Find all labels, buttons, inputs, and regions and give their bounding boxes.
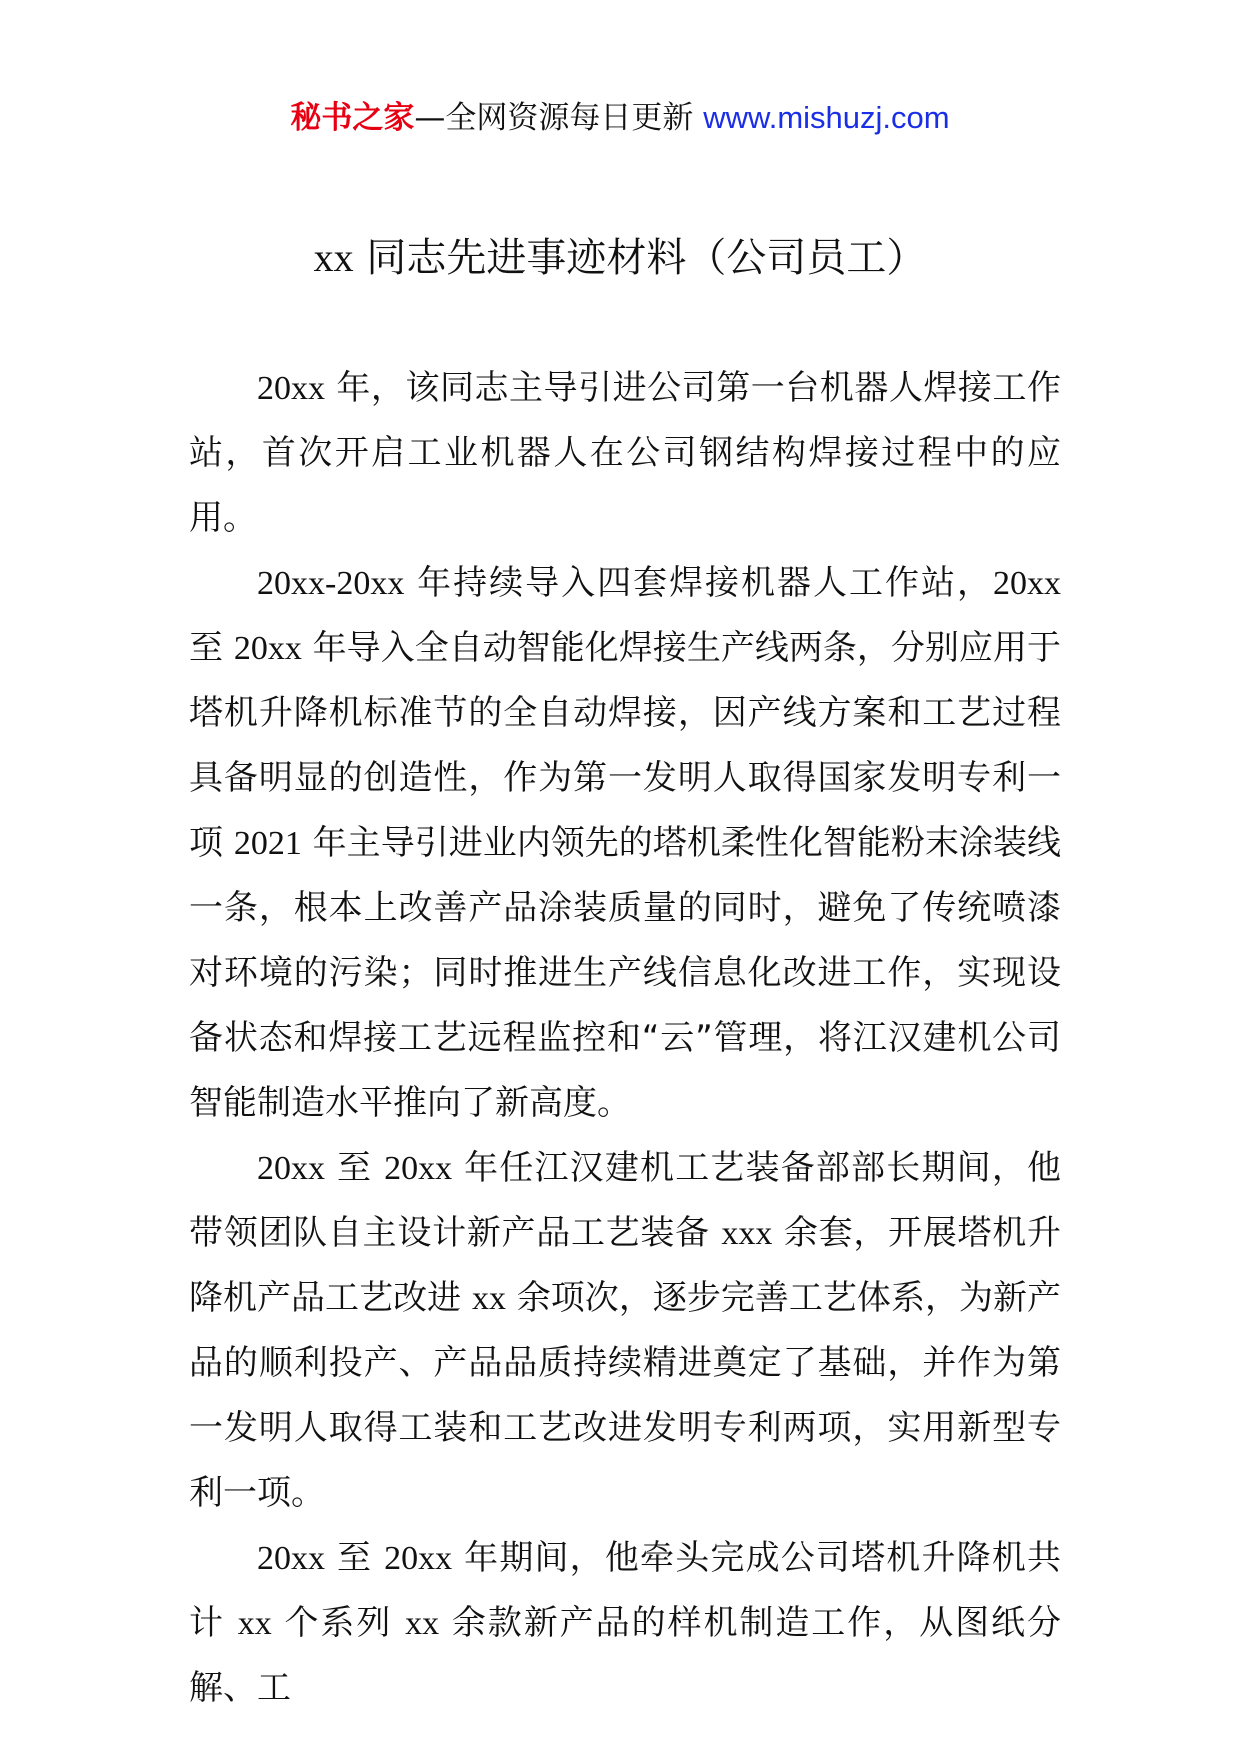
body-paragraph: 20xx 至 20xx 年任江汉建机工艺装备部部长期间，他带领团队自主设计新产品工艺装备 xxx 余套，开展塔机升降机产品工艺改进 xx 余项次，逐步完善工艺体系，为新产品的顺利投产、产品品质持续精进奠定了基础，并作为第一发明人取得工装和工艺改进发明专利两项，实用新型专利一项。 xyxy=(189,1148,1061,1513)
brand-name: 秘书之家 xyxy=(290,100,415,136)
site-url-link[interactable]: www.mishuzj.com xyxy=(703,100,950,135)
header-tagline: —全网资源每日更新 xyxy=(414,100,694,136)
site-header xyxy=(0,98,1240,138)
body-paragraph: 20xx 至 20xx 年期间，他牵头完成公司塔机升降机共计 xx 个系列 xx 余款新产品的样机制造工作，从图纸分解、工 xyxy=(189,1538,1061,1708)
body-paragraph: 20xx-20xx 年持续导入四套焊接机器人工作站，20xx 至 20xx 年导入全自动智能化焊接生产线两条，分别应用于塔机升降机标准节的全自动焊接，因产线方案和工艺过程具备明显的创造性，作为第一发明人取得国家发明专利一项 2021 年主导引进业内领先的塔机柔性化智能粉末涂装线一条，根本上改善产品涂装质量的同时，避免了传统喷漆对环境的污染；同时推进生产线信息化改进工作，实现设备状态和焊接工艺远程监控和“云”管理，将江汉建机公司智能制造水平推向了新高度。 xyxy=(189,563,1061,1123)
body-paragraph: 20xx 年，该同志主导引进公司第一台机器人焊接工作站，首次开启工业机器人在公司钢结构焊接过程中的应用。 xyxy=(189,368,1061,538)
document-title: xx 同志先进事迹材料（公司员工） xyxy=(313,235,927,281)
document-body xyxy=(189,356,1061,1721)
